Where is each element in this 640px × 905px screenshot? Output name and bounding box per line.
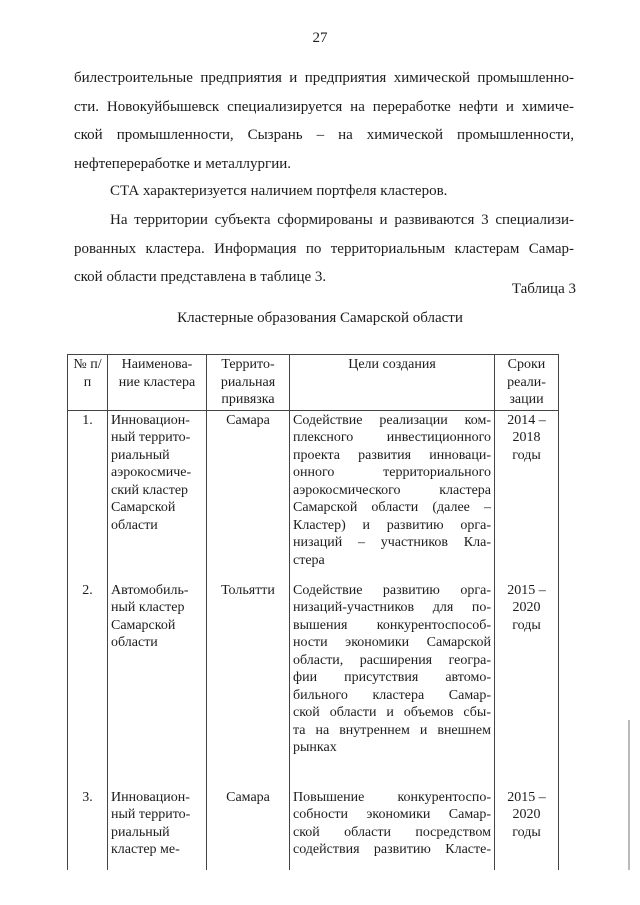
page-number: 27: [312, 30, 328, 46]
territory: Самара: [207, 788, 290, 870]
text-line: сти. Новокуйбышевск специализируется на переработке нефти и химиче-: [74, 98, 574, 115]
cluster-name: Автомобиль- ный кластер Самарской области: [108, 581, 207, 788]
term: 2014 – 2018 годы: [495, 410, 559, 581]
header-territory: Террито- риальная привязка: [207, 355, 290, 411]
paragraph-clusters-intro: [74, 206, 574, 292]
text-line: билестроительные предприятия и предприятия химической промышленно-: [74, 70, 574, 86]
row-number: 2.: [68, 581, 108, 788]
territory: Самара: [207, 410, 290, 581]
header-goals: Цели создания: [290, 355, 495, 411]
table-row: [68, 410, 559, 581]
table-title: Кластерные образования Самарской области: [177, 310, 463, 326]
table-row: [68, 581, 559, 788]
table-row: [68, 788, 559, 870]
goals: Повышение конкурентоспо- собности экономики Самар- ской области посредством содействия развитию Класте-: [290, 788, 495, 870]
territory: Тольятти: [207, 581, 290, 788]
text-line: На территории субъекта сформированы и развиваются 3 специализи-: [110, 212, 574, 228]
cluster-name: Инновацион- ный террито- риальный аэрокосмиче- ский кластер Самарской области: [108, 410, 207, 581]
cluster-name: Инновацион- ный террито- риальный кластер ме-: [108, 788, 207, 870]
text-line: СТА характеризуется наличием портфеля кластеров.: [110, 183, 448, 199]
text-line: рованных кластера. Информация по территориальным кластерам Самар-: [74, 240, 574, 257]
paragraph-portfolio: [74, 177, 574, 206]
header-number: № п/п: [68, 355, 108, 411]
text-line: нефтепереработке и металлургии.: [74, 155, 291, 172]
text-line: ской промышленности, Сызрань – на химической промышленности,: [74, 127, 574, 143]
clusters-table: [67, 354, 559, 870]
header-cluster-name: Наименова- ние кластера: [108, 355, 207, 411]
scan-artifact: [628, 720, 630, 870]
term: 2015 – 2020 годы: [495, 788, 559, 870]
row-number: 3.: [68, 788, 108, 870]
goals: Содействие реализации ком- плексного инвестиционного проекта развития инноваци- онного территориального аэрокосмического кластера Самарской области (далее – Кластер) и развитию орга- низаций – участников Кла- стера: [290, 410, 495, 581]
row-number: 1.: [68, 410, 108, 581]
term: 2015 – 2020 годы: [495, 581, 559, 788]
goals: Содействие развитию орга- низаций-участников для по- вышения конкурентоспособ- ности экономики Самарской области, расширения геогра- фии присутствия автомо- бильного кластера Самар- ской области и объемов сбы- та на внутреннем и внешнем рынках: [290, 581, 495, 788]
header-terms: Сроки реали- зации: [495, 355, 559, 411]
paragraph-industries: [74, 64, 574, 178]
table-header-row: [68, 355, 559, 411]
table-label: Таблица 3: [511, 281, 576, 297]
text-line: ской области представлена в таблице 3.: [74, 269, 327, 285]
